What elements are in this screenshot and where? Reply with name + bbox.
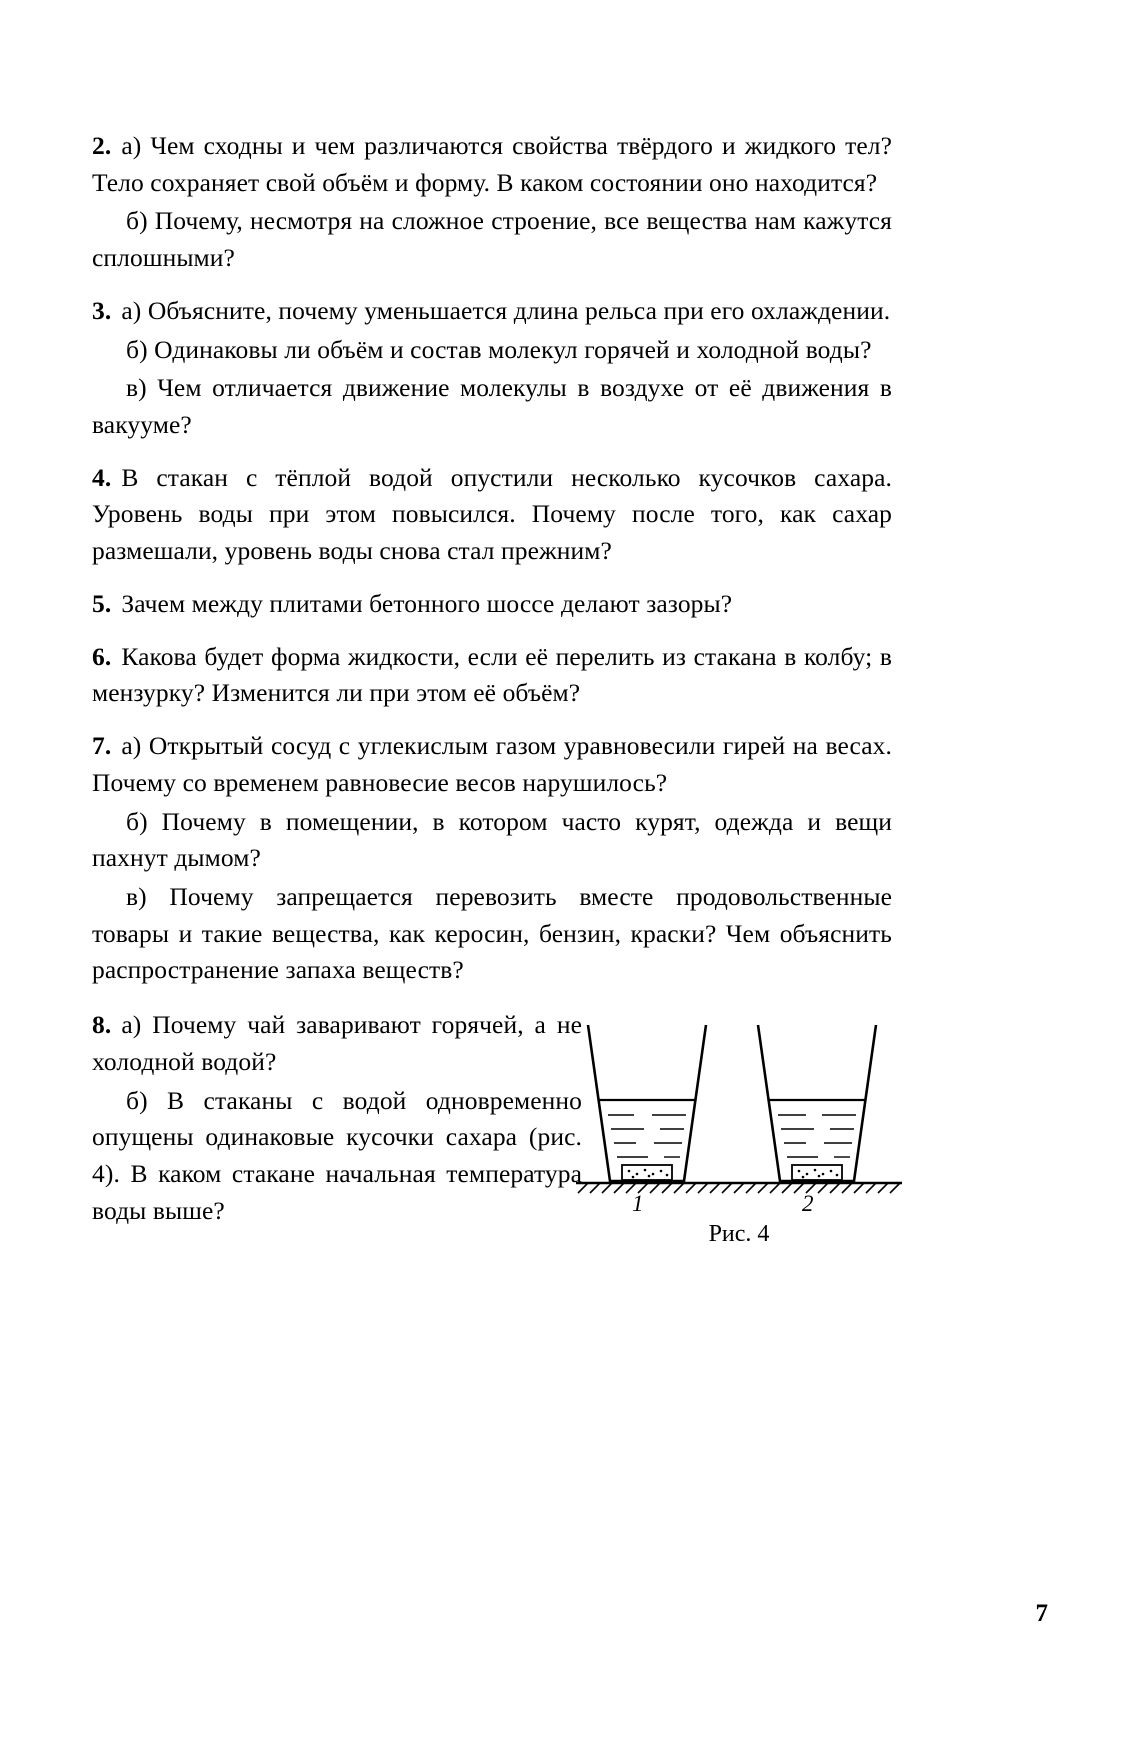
question-7-part-b: б) Почему в помещении, в котором часто курят, одежда и вещи пахнут дымом? xyxy=(92,806,892,873)
question-7-number: 7. xyxy=(92,731,112,761)
question-3-part-a-text: а) Объясните, почему уменьшается длина рельса при его охлаждении. xyxy=(121,295,891,325)
figure-4 xyxy=(574,1015,904,1248)
glass-2 xyxy=(758,1025,876,1181)
question-5-number: 5. xyxy=(92,588,112,618)
question-block-7 xyxy=(92,728,892,989)
question-block-3 xyxy=(92,293,892,444)
glass-2-label: 2 xyxy=(802,1191,814,1217)
question-8-part-b: б) В стаканы с водой одновременно опущены одинаковые кусочки сахара (рис. 4). В каком стакане начальная температура воды выше? xyxy=(92,1085,582,1225)
figure-caption: Рис. 4 xyxy=(708,1221,770,1248)
question-2-part-a xyxy=(92,128,892,201)
question-7-part-a xyxy=(92,728,892,801)
question-6-body: Какова будет форма жидкости, если её перелить из стакана в колбу; в мензурку? Изменится ли при этом её объём? xyxy=(92,641,892,708)
question-3-number: 3. xyxy=(92,295,112,325)
question-2-part-b: б) Почему, несмотря на сложное строение, все вещества нам кажутся сплошными? xyxy=(92,206,892,273)
two-glasses-illustration xyxy=(574,1015,904,1230)
question-8-text-column xyxy=(92,1007,582,1229)
question-8-part-a-text: а) Почему чай заваривают горячей, а не холодной водой? xyxy=(92,1010,582,1076)
question-block-4 xyxy=(92,460,892,570)
question-4-number: 4. xyxy=(92,462,112,492)
question-6-number: 6. xyxy=(92,641,112,671)
question-5-text xyxy=(92,586,892,623)
page-content xyxy=(92,128,892,1248)
question-5-body: Зачем между плитами бетонного шоссе делают зазоры? xyxy=(121,588,733,618)
question-block-8 xyxy=(92,1007,892,1248)
question-8-number: 8. xyxy=(92,1010,112,1040)
question-7-part-c: в) Почему запрещается перевозить вместе продовольственные товары и такие вещества, как керосин, бензин, краски? Чем объяснить распространение запаха веществ? xyxy=(92,881,892,985)
question-7-part-a-text: а) Открытый сосуд с углекислым газом уравновесили гирей на весах. Почему со временем равновесие весов нарушилось? xyxy=(92,731,892,797)
question-4-body: В стакан с тёплой водой опустили несколько кусочков сахара. Уровень воды при этом повысился. Почему после того, как сахар размешали, уровень воды снова стал прежним? xyxy=(92,462,892,566)
question-2-part-a-text: а) Чем сходны и чем различаются свойства твёрдого и жидкого тел? Тело сохраняет свой объём и форму. В каком состоянии оно находится? xyxy=(92,131,892,197)
glass-1 xyxy=(588,1025,706,1181)
question-3-part-b: б) Одинаковы ли объём и состав молекул горячей и холодной воды? xyxy=(126,334,872,364)
question-block-5 xyxy=(92,586,892,623)
question-2-number: 2. xyxy=(92,131,112,160)
question-6-text xyxy=(92,639,892,712)
question-3-part-a xyxy=(92,293,892,330)
question-block-2 xyxy=(92,128,892,277)
question-3-part-c: в) Чем отличается движение молекулы в воздухе от её движения в вакууме? xyxy=(92,373,892,440)
question-4-text xyxy=(92,460,892,570)
glass-1-label: 1 xyxy=(632,1191,644,1217)
question-block-6 xyxy=(92,639,892,712)
question-8-part-a xyxy=(92,1007,582,1080)
page-number: 7 xyxy=(1035,1600,1048,1627)
